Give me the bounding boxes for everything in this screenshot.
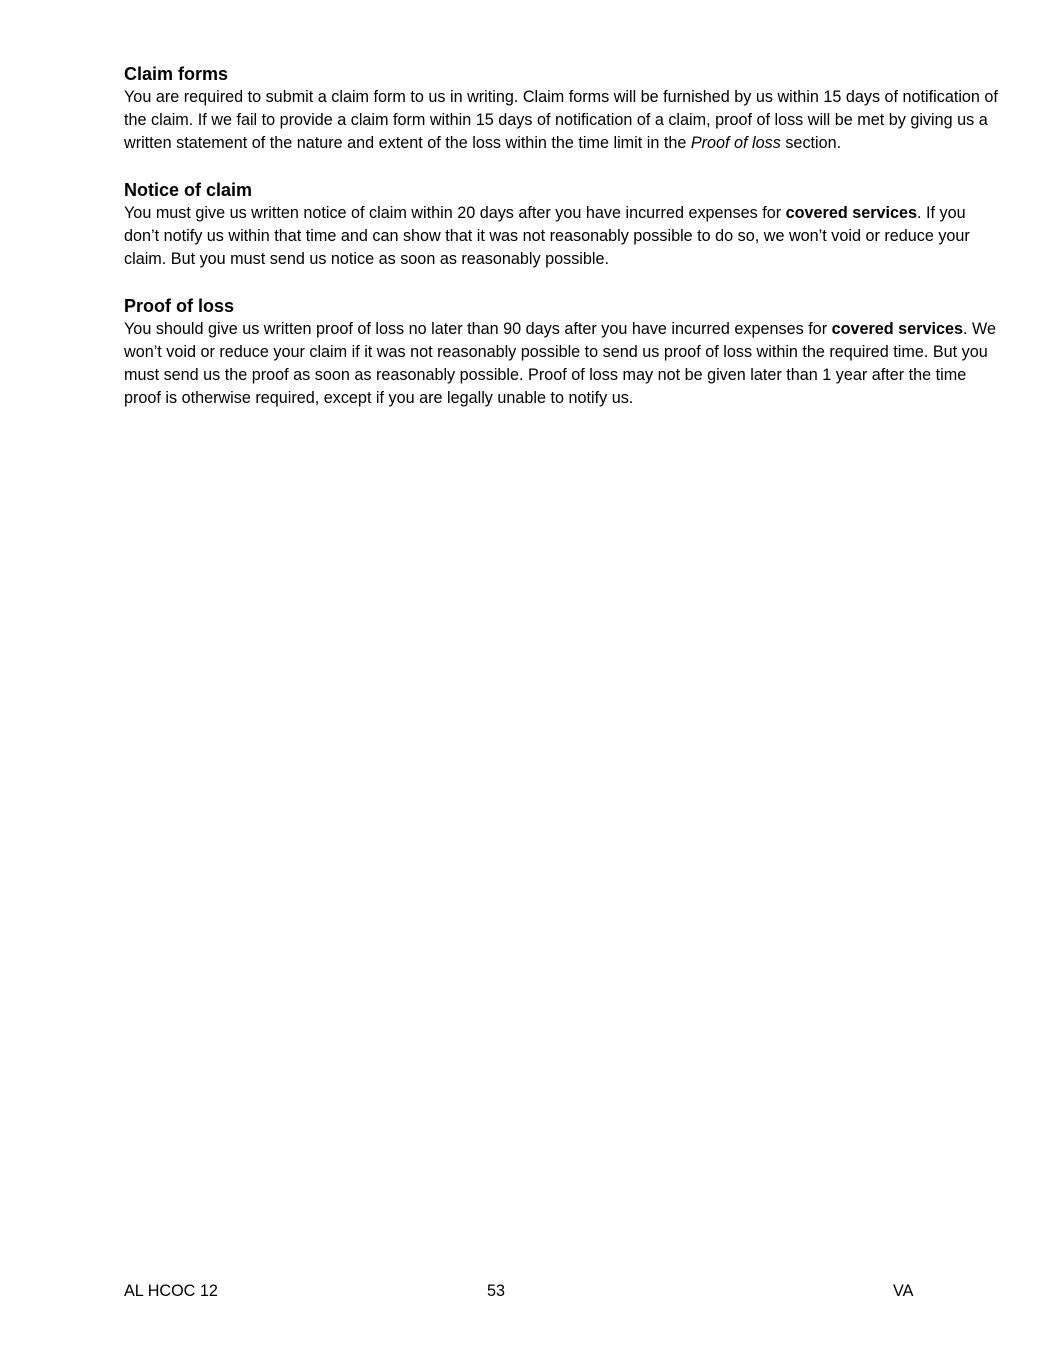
paragraph-text: You are required to submit a claim form to us in writing. Claim forms will be furnished by us within 15 days of notification of the claim. If we fail to provide a claim form within 15 days of notification of a claim, proof of loss will be met by giving us a written statement of the nature and extent of the loss within the time limit in the xyxy=(124,88,998,152)
paragraph-text: . If you don’t notify us within that time and can show that it was not reasonably possible to do so, we won’t void or reduce your claim. But you must send us notice as soon as reasonably possible. xyxy=(124,204,970,268)
footer-form-code: AL HCOC 12 xyxy=(124,1282,218,1300)
claim-forms-section xyxy=(124,62,999,155)
italic-reference: Proof of loss xyxy=(690,134,781,152)
section-paragraph xyxy=(124,202,999,271)
notice-of-claim-section xyxy=(124,178,999,271)
paragraph-text: You should give us written proof of loss no later than 90 days after you have incurred expenses for xyxy=(124,320,832,338)
section-paragraph xyxy=(124,318,999,410)
bold-term: covered services xyxy=(785,204,918,222)
section-paragraph xyxy=(124,86,999,155)
document-body xyxy=(124,62,999,433)
paragraph-text: . We won’t void or reduce your claim if it was not reasonably possible to send us proof of loss within the required time. But you must send us the proof as soon as reasonably possible. Proof of loss may not be given later than 1 year after the time proof is otherwise required, except if you are legally unable to notify us. xyxy=(124,320,996,407)
paragraph-text: section. xyxy=(780,134,842,152)
page-number: 53 xyxy=(487,1282,506,1300)
bold-term: covered services xyxy=(831,320,963,338)
section-heading: Claim forms xyxy=(124,64,229,84)
paragraph-text: You must give us written notice of claim within 20 days after you have incurred expenses for xyxy=(124,204,786,222)
proof-of-loss-section xyxy=(124,294,999,410)
footer-state-code: VA xyxy=(893,1282,914,1300)
section-heading: Proof of loss xyxy=(124,296,235,316)
section-heading: Notice of claim xyxy=(124,180,253,200)
